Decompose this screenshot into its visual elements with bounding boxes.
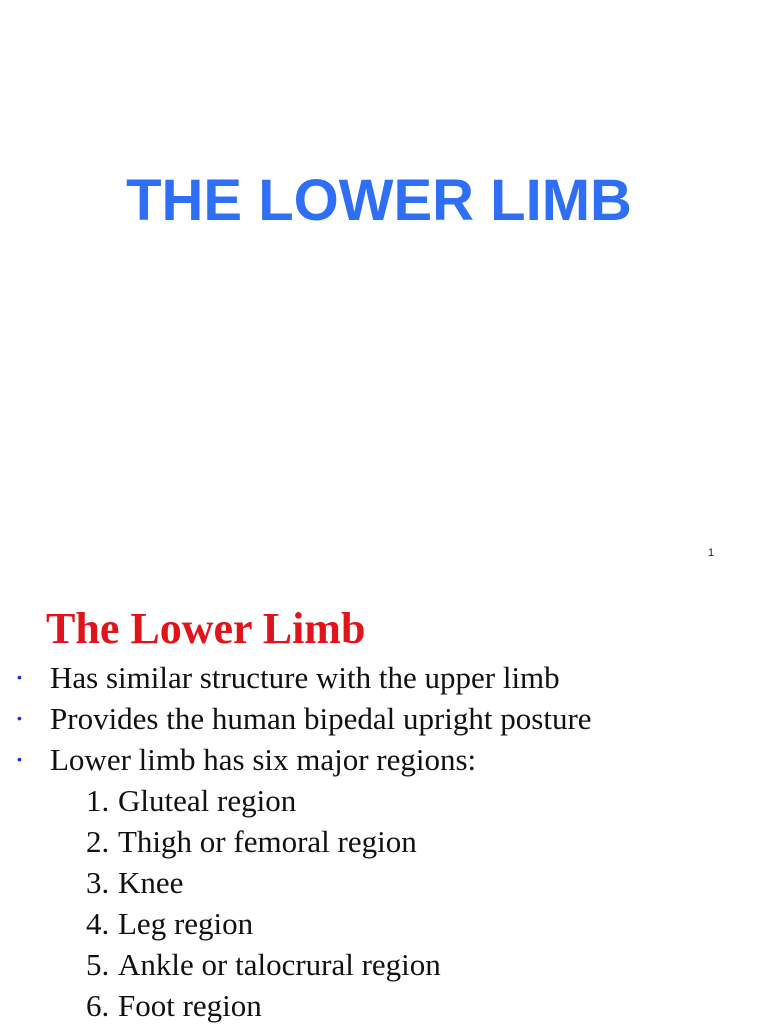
region-label: Leg region — [118, 906, 254, 941]
bullet-text: Provides the human bipedal upright posture — [50, 701, 592, 736]
bullet-dot-icon: • — [17, 751, 22, 767]
region-number: 5. — [86, 947, 110, 982]
region-number: 1. — [86, 783, 110, 818]
region-number: 4. — [86, 906, 110, 941]
region-number: 2. — [86, 824, 110, 859]
bullet-item — [0, 739, 768, 780]
slide-1-title: THE LOWER LIMB — [126, 168, 632, 233]
region-item — [0, 944, 768, 985]
slide-2-title: The Lower Limb — [46, 604, 366, 653]
region-item — [0, 821, 768, 862]
region-item — [0, 985, 768, 1024]
region-label: Ankle or talocrural region — [118, 947, 441, 982]
bullet-list — [0, 657, 768, 780]
region-label: Knee — [118, 865, 184, 900]
bullet-dot-icon: • — [17, 710, 22, 726]
region-item — [0, 903, 768, 944]
region-label: Gluteal region — [118, 783, 297, 818]
bullet-dot-icon: • — [17, 669, 22, 685]
bullet-item — [0, 698, 768, 739]
bullet-text: Lower limb has six major regions: — [50, 742, 477, 777]
region-number: 3. — [86, 865, 110, 900]
region-number: 6. — [86, 988, 110, 1023]
bullet-text: Has similar structure with the upper limb — [50, 660, 560, 695]
bullet-item — [0, 657, 768, 698]
page-number: 1 — [708, 547, 715, 559]
regions-list — [0, 780, 768, 1024]
region-label: Thigh or femoral region — [118, 824, 417, 859]
region-item — [0, 862, 768, 903]
region-item — [0, 780, 768, 821]
region-label: Foot region — [118, 988, 262, 1023]
